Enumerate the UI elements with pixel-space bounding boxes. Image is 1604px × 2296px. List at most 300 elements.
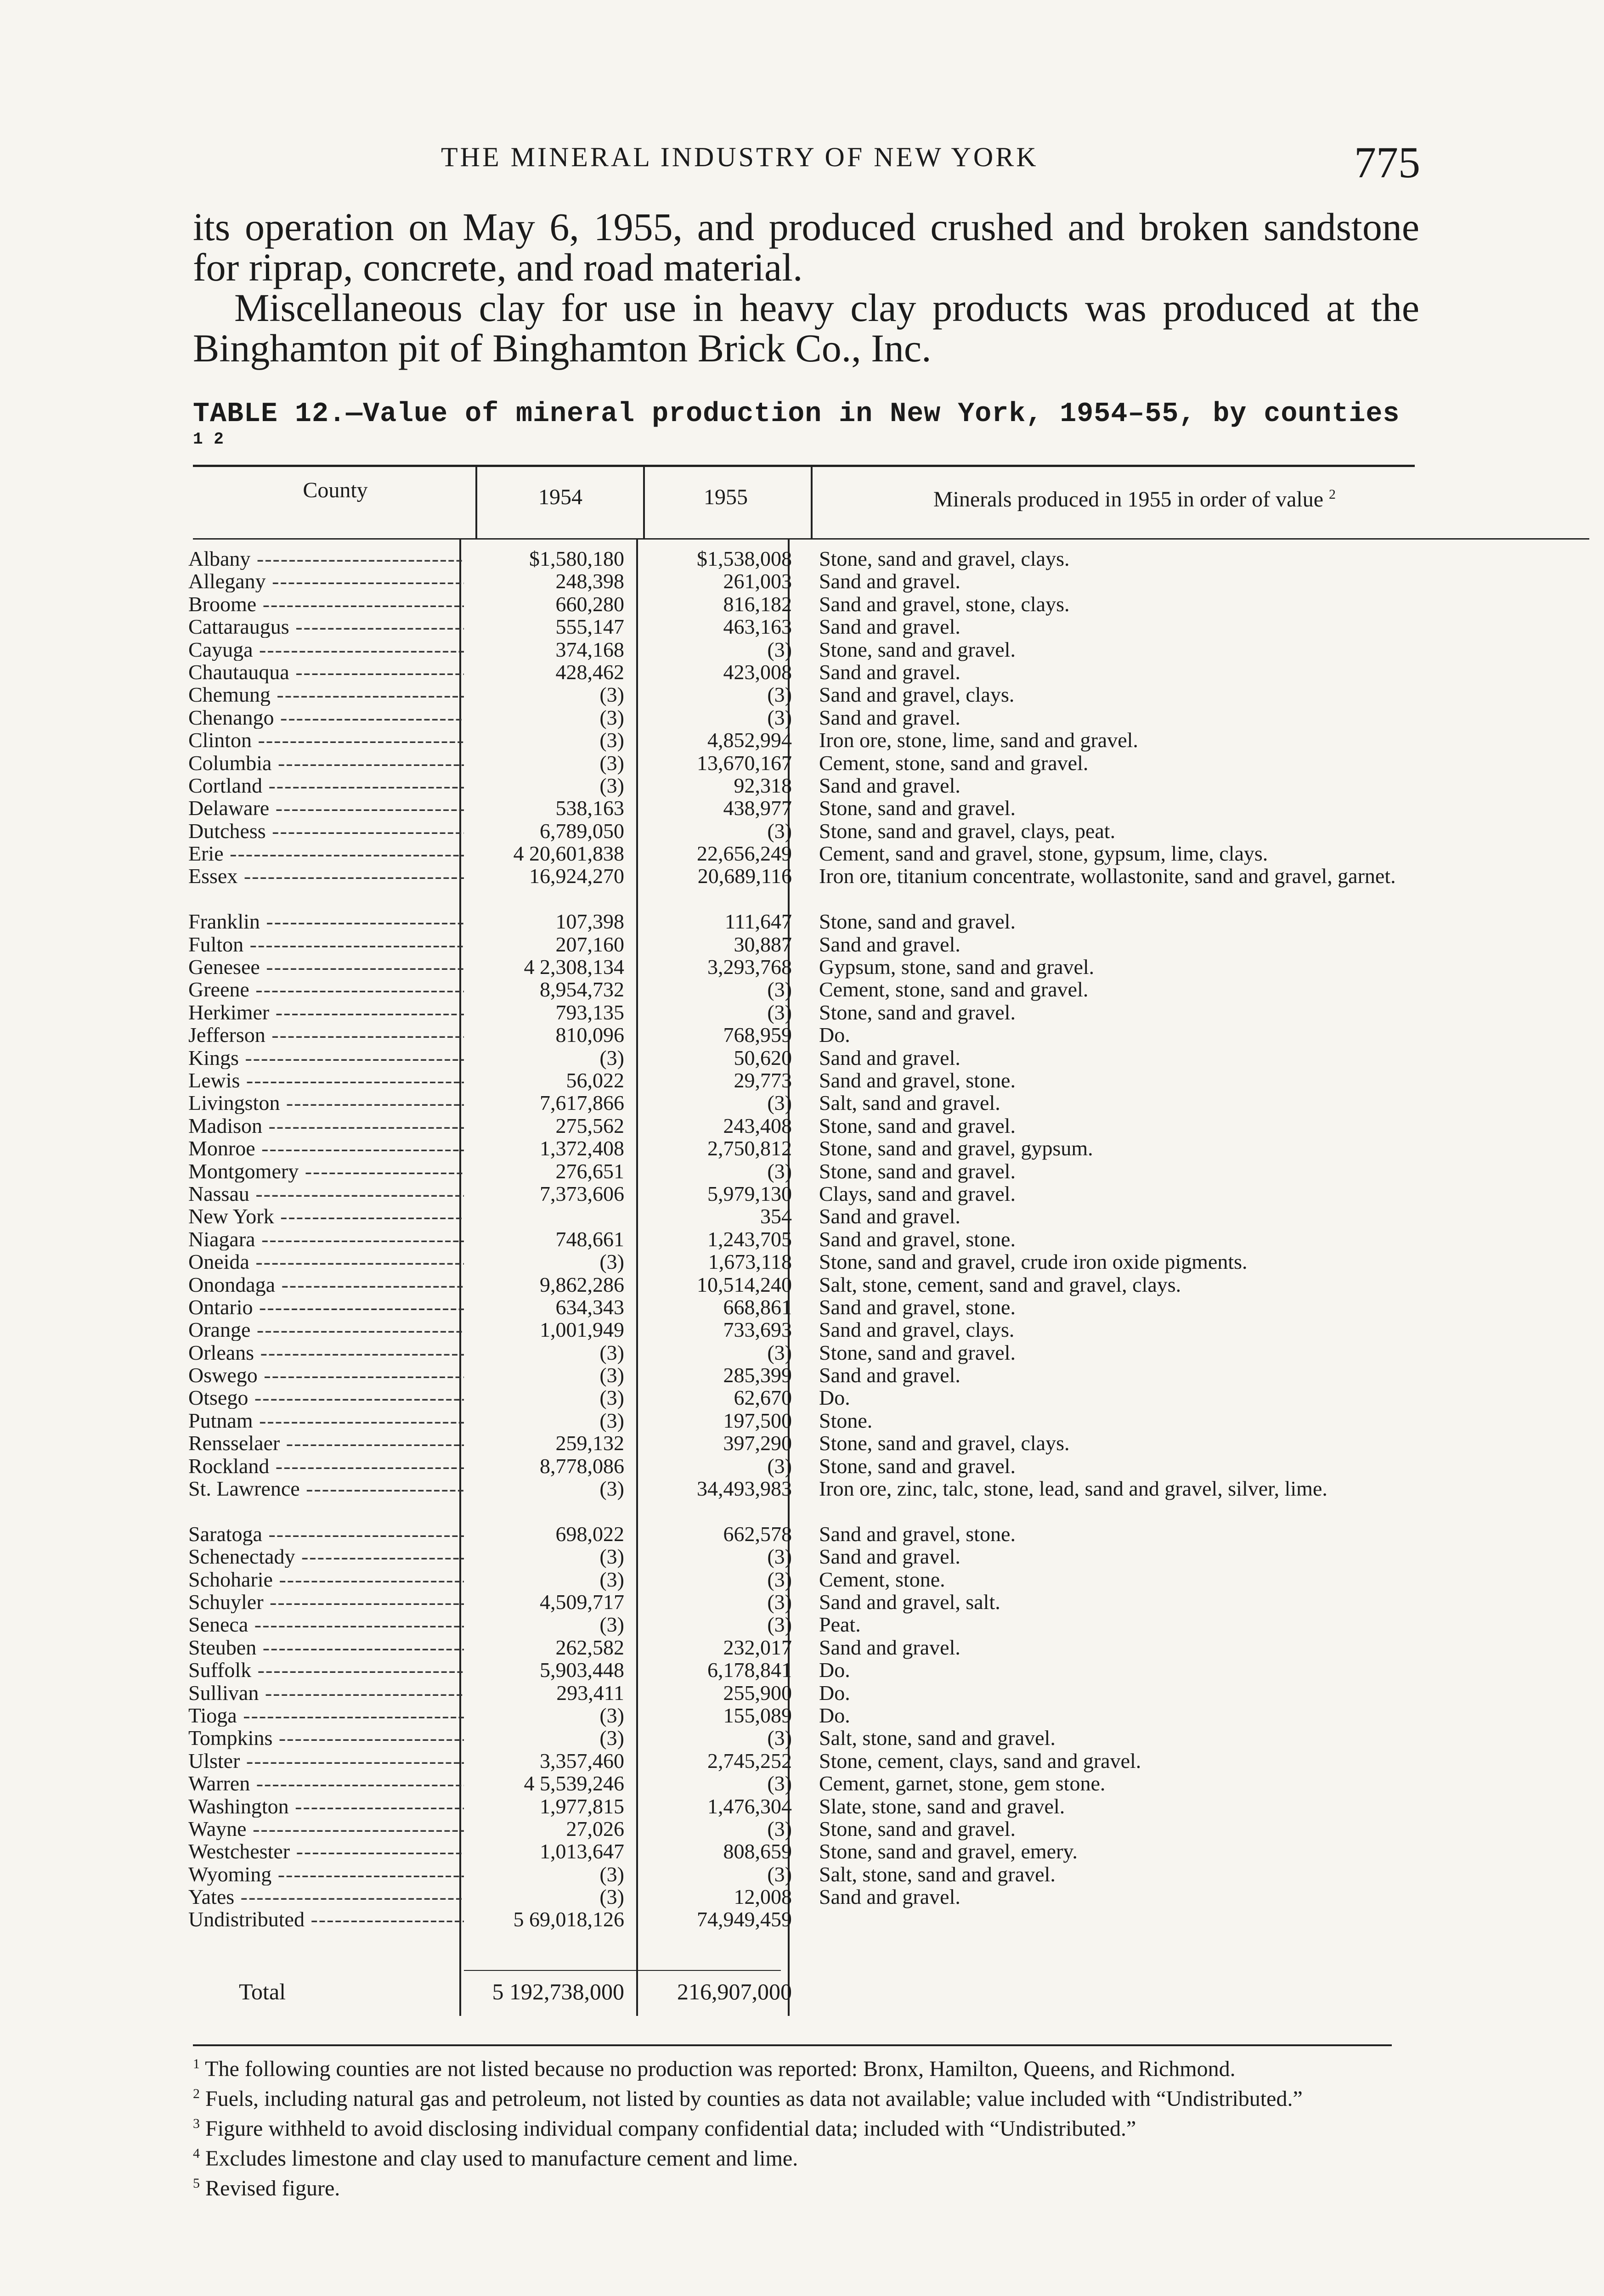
column-divider	[475, 466, 477, 540]
footnotes	[193, 2053, 1392, 2202]
value-1954-cell: (3)	[599, 773, 624, 797]
value-1955-cell: (3)	[767, 1862, 792, 1886]
table-row	[0, 1750, 1604, 1772]
county-cell: Dutchess -----	[188, 820, 464, 842]
minerals-cell: Sand and gravel, clays.	[819, 1318, 1015, 1342]
total-separator	[464, 1970, 781, 1971]
county-cell: Nassau -----	[188, 1182, 464, 1205]
value-1954-cell: 5,903,448	[540, 1658, 624, 1682]
value-1955-cell: (3)	[767, 978, 792, 1002]
table-row	[0, 1477, 1604, 1523]
value-1954-cell: 748,661	[555, 1227, 624, 1251]
county-cell: Saratoga -----	[188, 1523, 464, 1545]
value-1954-cell: 16,924,270	[529, 864, 624, 888]
county-cell: Erie -----	[188, 842, 464, 865]
table-row	[0, 661, 1604, 683]
minerals-cell: Sand and gravel, stone.	[819, 1069, 1016, 1092]
value-1955-cell: 1,673,118	[708, 1250, 792, 1274]
table-row	[0, 1182, 1604, 1205]
value-1954-cell: (3)	[599, 705, 624, 729]
value-1955-cell: 354	[760, 1204, 792, 1228]
footnote-number: 3	[193, 2116, 200, 2131]
value-1955-cell: (3)	[767, 1000, 792, 1024]
value-1954-cell: 698,022	[555, 1522, 624, 1546]
county-cell: Franklin -----	[188, 910, 464, 933]
minerals-cell: Salt, stone, sand and gravel.	[819, 1726, 1056, 1750]
county-cell: Clinton -----	[188, 729, 464, 751]
county-cell: Montgomery -----	[188, 1160, 464, 1182]
footnote	[193, 2112, 1392, 2140]
minerals-cell: Stone, sand and gravel.	[819, 796, 1016, 820]
county-cell: Seneca -----	[188, 1613, 464, 1636]
county-cell: Chemung -----	[188, 683, 464, 706]
value-1954-cell: 275,562	[555, 1114, 624, 1137]
value-1955-cell: (3)	[767, 1545, 792, 1569]
value-1954-cell: 5 69,018,126	[513, 1908, 624, 1931]
county-cell: Jefferson -----	[188, 1024, 464, 1046]
value-1954-cell: (3)	[599, 1885, 624, 1909]
minerals-cell: Stone, sand and gravel, crude iron oxide pigments.	[819, 1250, 1248, 1274]
value-1954-cell: 207,160	[555, 932, 624, 956]
table-row	[0, 1908, 1604, 1930]
county-cell: Monroe -----	[188, 1137, 464, 1159]
minerals-cell: Sand and gravel, clays.	[819, 683, 1015, 707]
minerals-cell: Gypsum, stone, sand and gravel.	[819, 955, 1095, 979]
value-1955-cell: 4,852,994	[707, 728, 792, 752]
minerals-cell: Sand and gravel, stone, clays.	[819, 592, 1070, 616]
value-1954-cell: 1,001,949	[540, 1318, 624, 1342]
table-row	[0, 1591, 1604, 1613]
minerals-cell: Stone, sand and gravel.	[819, 1114, 1016, 1137]
minerals-cell: Sand and gravel.	[819, 1545, 960, 1569]
county-cell: Herkimer -----	[188, 1001, 464, 1024]
county-cell: Wayne -----	[188, 1818, 464, 1840]
value-1954-cell: (3)	[599, 1046, 624, 1069]
minerals-cell: Sand and gravel.	[819, 705, 960, 729]
value-1954-cell: $1,580,180	[529, 547, 624, 570]
value-1955-cell: 816,182	[723, 592, 792, 616]
county-cell: Lewis -----	[188, 1069, 464, 1092]
table-row	[0, 1364, 1604, 1386]
table-row	[0, 1432, 1604, 1454]
minerals-cell: Sand and gravel, stone.	[819, 1522, 1016, 1546]
column-divider	[811, 466, 813, 540]
value-1955-cell: 255,900	[723, 1681, 792, 1705]
column-header-minerals	[845, 487, 1424, 512]
table-row	[0, 1885, 1604, 1908]
county-cell: Tioga -----	[188, 1704, 464, 1727]
table-row	[0, 1160, 1604, 1182]
value-1954-cell: (3)	[599, 1250, 624, 1274]
county-cell: Albany -----	[188, 547, 464, 570]
value-1954-cell: 107,398	[555, 910, 624, 934]
minerals-cell: Sand and gravel.	[819, 1885, 960, 1909]
table-row	[0, 729, 1604, 751]
value-1954-cell: 262,582	[555, 1635, 624, 1659]
minerals-cell: Sand and gravel, salt.	[819, 1590, 1000, 1614]
table-row	[0, 1682, 1604, 1704]
minerals-cell: Stone, sand and gravel, clays.	[819, 547, 1070, 570]
minerals-cell: Do.	[819, 1023, 850, 1047]
minerals-cell: Stone, sand and gravel.	[819, 910, 1016, 934]
table-row	[0, 1840, 1604, 1863]
table-row	[0, 1659, 1604, 1681]
value-1955-cell: 397,290	[723, 1431, 792, 1455]
value-1954-cell: 3,357,460	[540, 1749, 624, 1773]
minerals-cell: Clays, sand and gravel.	[819, 1182, 1016, 1205]
county-cell: Columbia -----	[188, 752, 464, 774]
value-1955-cell: 111,647	[724, 910, 792, 934]
minerals-cell: Sand and gravel.	[819, 660, 960, 684]
value-1955-cell: 5,979,130	[707, 1182, 792, 1205]
county-cell: Greene -----	[188, 978, 464, 1001]
value-1955-cell: (3)	[767, 683, 792, 707]
minerals-cell: Sand and gravel.	[819, 615, 960, 639]
table-row	[0, 1114, 1604, 1137]
table-row	[0, 933, 1604, 956]
county-cell: New York -----	[188, 1205, 464, 1227]
county-cell: Ulster -----	[188, 1750, 464, 1772]
county-cell: Oswego -----	[188, 1364, 464, 1386]
column-header-1954: 1954	[538, 485, 582, 509]
county-cell: Delaware -----	[188, 797, 464, 819]
footnote	[193, 2142, 1392, 2170]
county-cell: Warren -----	[188, 1772, 464, 1795]
table-body	[0, 547, 1604, 1931]
value-1954-cell: 1,372,408	[540, 1137, 624, 1160]
value-1955-cell: 30,887	[734, 932, 792, 956]
value-1955-cell: (3)	[767, 705, 792, 729]
table-row	[0, 1523, 1604, 1545]
minerals-cell: Cement, stone, sand and gravel.	[819, 751, 1089, 775]
table-row	[0, 1613, 1604, 1636]
value-1955-cell: 22,656,249	[697, 842, 792, 866]
value-1954-cell: 1,977,815	[540, 1794, 624, 1818]
value-1954-cell: 6,789,050	[540, 819, 624, 843]
table-row	[0, 1001, 1604, 1024]
value-1954-cell: 1,013,647	[540, 1840, 624, 1863]
table-row	[0, 1545, 1604, 1568]
county-cell: Orleans -----	[188, 1341, 464, 1364]
column-header-1955: 1955	[704, 485, 748, 509]
table-row	[0, 842, 1604, 865]
county-cell: Washington -----	[188, 1795, 464, 1818]
footnote-ref: 1 2	[193, 430, 224, 449]
value-1954-cell: 374,168	[555, 637, 624, 661]
page-header	[0, 137, 1604, 192]
table-row	[0, 570, 1604, 592]
minerals-cell: Stone, sand and gravel.	[819, 1454, 1016, 1478]
value-1955-cell: (3)	[767, 1726, 792, 1750]
minerals-cell: Stone, sand and gravel.	[819, 1340, 1016, 1364]
value-1954-cell: (3)	[599, 1726, 624, 1750]
minerals-cell: Sand and gravel.	[819, 569, 960, 593]
county-cell: Niagara -----	[188, 1228, 464, 1250]
county-cell: Onondaga -----	[188, 1273, 464, 1296]
table-bottom-rule	[193, 2044, 1392, 2046]
value-1955-cell: 92,318	[734, 773, 792, 797]
county-cell: Kings -----	[188, 1047, 464, 1069]
minerals-cell: Stone, sand and gravel, gypsum.	[819, 1137, 1093, 1160]
column-divider	[643, 466, 645, 540]
value-1955-cell: 155,089	[723, 1703, 792, 1727]
value-1955-cell: (3)	[767, 1817, 792, 1840]
value-1954-cell: 7,617,866	[540, 1091, 624, 1115]
value-1954-cell: 8,954,732	[540, 978, 624, 1002]
minerals-cell: Iron ore, zinc, talc, stone, lead, sand and gravel, silver, lime.	[819, 1477, 1327, 1501]
footnote-text: Revised figure.	[205, 2176, 340, 2200]
table-row	[0, 1205, 1604, 1227]
minerals-cell: Iron ore, titanium concentrate, wollastonite, sand and gravel, garnet.	[819, 864, 1396, 888]
minerals-cell: Sand and gravel, stone.	[819, 1227, 1016, 1251]
value-1955-cell: (3)	[767, 1159, 792, 1183]
minerals-cell: Do.	[819, 1703, 850, 1727]
value-1954-cell: 538,163	[555, 796, 624, 820]
value-1955-cell: 768,959	[723, 1023, 792, 1047]
value-1955-cell: 50,620	[734, 1046, 792, 1069]
value-1955-cell: 285,399	[723, 1363, 792, 1387]
table-row	[0, 615, 1604, 638]
table-row	[0, 1069, 1604, 1092]
value-1955-cell: 463,163	[723, 615, 792, 639]
footnote-number: 4	[193, 2146, 200, 2161]
total-1954: 5 192,738,000	[492, 1979, 624, 2004]
minerals-cell: Sand and gravel.	[819, 932, 960, 956]
county-cell: Oneida -----	[188, 1250, 464, 1273]
value-1954-cell: (3)	[599, 1363, 624, 1387]
table-row	[0, 1024, 1604, 1046]
value-1955-cell: 808,659	[723, 1840, 792, 1863]
table-row	[0, 1341, 1604, 1364]
county-cell: Cayuga -----	[188, 638, 464, 661]
table-row	[0, 1409, 1604, 1432]
table-row	[0, 1455, 1604, 1477]
county-cell: Cortland -----	[188, 774, 464, 797]
county-cell: Tompkins -----	[188, 1727, 464, 1749]
value-1955-cell: 232,017	[723, 1635, 792, 1659]
table-row	[0, 1318, 1604, 1341]
county-cell: Livingston -----	[188, 1092, 464, 1114]
table-row	[0, 910, 1604, 933]
county-cell: Schoharie -----	[188, 1568, 464, 1591]
minerals-cell: Do.	[819, 1681, 850, 1705]
value-1955-cell: $1,538,008	[697, 547, 792, 570]
value-1954-cell: 4 5,539,246	[524, 1772, 624, 1795]
value-1955-cell: 6,178,841	[707, 1658, 792, 1682]
minerals-cell: Peat.	[819, 1613, 861, 1637]
table-row	[0, 1818, 1604, 1840]
minerals-cell: Stone, sand and gravel, emery.	[819, 1840, 1078, 1863]
county-cell: Westchester -----	[188, 1840, 464, 1863]
county-cell: Wyoming -----	[188, 1863, 464, 1885]
value-1954-cell: 4,509,717	[540, 1590, 624, 1614]
value-1954-cell: 56,022	[566, 1069, 624, 1092]
county-cell: St. Lawrence -----	[188, 1477, 464, 1500]
county-cell: Putnam -----	[188, 1409, 464, 1432]
table-row	[0, 593, 1604, 615]
value-1954-cell: 810,096	[555, 1023, 624, 1047]
value-1955-cell: (3)	[767, 1340, 792, 1364]
value-1955-cell: 34,493,983	[697, 1477, 792, 1501]
value-1955-cell: 243,408	[723, 1114, 792, 1137]
body-text	[193, 207, 1419, 368]
minerals-cell: Salt, stone, cement, sand and gravel, clays.	[819, 1272, 1181, 1296]
table-row	[0, 1863, 1604, 1885]
value-1955-cell: (3)	[767, 1613, 792, 1637]
county-cell: Ontario -----	[188, 1296, 464, 1318]
running-title: THE MINERAL INDUSTRY OF NEW YORK	[441, 142, 1039, 172]
table-row	[0, 1636, 1604, 1659]
minerals-cell: Sand and gravel.	[819, 773, 960, 797]
table-row	[0, 683, 1604, 706]
county-cell: Chautauqua -----	[188, 661, 464, 683]
county-cell: Broome -----	[188, 593, 464, 615]
value-1954-cell: 428,462	[555, 660, 624, 684]
county-cell: Chenango -----	[188, 706, 464, 729]
value-1955-cell: 733,693	[723, 1318, 792, 1342]
value-1954-cell: 276,651	[555, 1159, 624, 1183]
table-row	[0, 1047, 1604, 1069]
value-1954-cell: (3)	[599, 1408, 624, 1432]
value-1955-cell: 2,750,812	[707, 1137, 792, 1160]
value-1954-cell: 7,373,606	[540, 1182, 624, 1205]
county-cell: Rockland -----	[188, 1455, 464, 1477]
table-top-rule	[193, 465, 1415, 467]
column-header-minerals-text: Minerals produced in 1955 in order of value	[933, 487, 1324, 512]
minerals-cell: Cement, stone, sand and gravel.	[819, 978, 1089, 1002]
footnote-text: Excludes limestone and clay used to manufacture cement and lime.	[205, 2146, 798, 2171]
table-row	[0, 752, 1604, 774]
footnote-text: The following counties are not listed because no production was reported: Bronx, Hamilton, Queens, and Richmond.	[205, 2057, 1236, 2081]
value-1955-cell: 74,949,459	[697, 1908, 792, 1931]
table-title-text: TABLE 12.—Value of mineral production in New York, 1954–55, by counties	[193, 399, 1400, 430]
value-1955-cell: 20,689,116	[697, 864, 792, 888]
value-1955-cell: (3)	[767, 1772, 792, 1795]
table-row	[0, 1228, 1604, 1250]
value-1955-cell: 423,008	[723, 660, 792, 684]
paragraph: its operation on May 6, 1955, and produced crushed and broken sandstone for riprap, concrete, and road material.	[193, 205, 1419, 289]
page-number: 775	[1354, 138, 1420, 187]
value-1954-cell: (3)	[599, 728, 624, 752]
minerals-cell: Do.	[819, 1386, 850, 1410]
county-cell: Suffolk -----	[188, 1659, 464, 1681]
table-row	[0, 797, 1604, 819]
county-cell: Allegany -----	[188, 570, 464, 592]
minerals-cell: Stone, sand and gravel, clays, peat.	[819, 819, 1116, 843]
value-1955-cell: 668,861	[723, 1295, 792, 1319]
value-1955-cell: 438,977	[723, 796, 792, 820]
minerals-cell: Cement, garnet, stone, gem stone.	[819, 1772, 1106, 1795]
minerals-cell: Sand and gravel, stone.	[819, 1295, 1016, 1319]
value-1955-cell: 12,008	[734, 1885, 792, 1909]
value-1954-cell: (3)	[599, 1703, 624, 1727]
table-title	[193, 399, 1419, 462]
value-1954-cell: (3)	[599, 1613, 624, 1637]
table-row	[0, 638, 1604, 661]
header-bottom-rule	[193, 538, 1589, 540]
county-cell: Yates -----	[188, 1885, 464, 1908]
value-1954-cell: 9,862,286	[540, 1272, 624, 1296]
value-1954-cell: (3)	[599, 1477, 624, 1501]
value-1954-cell: 8,778,086	[540, 1454, 624, 1478]
table-row	[0, 978, 1604, 1001]
minerals-cell: Stone, cement, clays, sand and gravel.	[819, 1749, 1141, 1773]
minerals-cell: Cement, sand and gravel, stone, gypsum, lime, clays.	[819, 842, 1268, 866]
county-cell: Madison -----	[188, 1114, 464, 1137]
value-1954-cell: (3)	[599, 1862, 624, 1886]
table-row	[0, 774, 1604, 797]
value-1955-cell: 261,003	[723, 569, 792, 593]
value-1955-cell: 1,476,304	[707, 1794, 792, 1818]
total-1955: 216,907,000	[677, 1979, 792, 2004]
minerals-cell: Stone, sand and gravel.	[819, 637, 1016, 661]
county-cell: Schenectady -----	[188, 1545, 464, 1568]
value-1955-cell: (3)	[767, 819, 792, 843]
value-1955-cell: (3)	[767, 1454, 792, 1478]
value-1954-cell: 259,132	[555, 1431, 624, 1455]
value-1955-cell: 29,773	[734, 1069, 792, 1092]
value-1955-cell: (3)	[767, 637, 792, 661]
value-1954-cell: 4 20,601,838	[513, 842, 624, 866]
county-cell: Otsego -----	[188, 1386, 464, 1409]
footnote-number: 1	[193, 2056, 200, 2071]
county-cell: Genesee -----	[188, 956, 464, 978]
column-header-county: County	[303, 478, 368, 502]
footnote-number: 2	[193, 2086, 200, 2101]
value-1954-cell: (3)	[599, 1545, 624, 1569]
table-row	[0, 865, 1604, 910]
value-1955-cell: 2,745,252	[707, 1749, 792, 1773]
county-cell: Sullivan -----	[188, 1682, 464, 1704]
value-1954-cell: 793,135	[555, 1000, 624, 1024]
value-1955-cell: (3)	[767, 1590, 792, 1614]
paragraph: Miscellaneous clay for use in heavy clay products was produced at the Binghamton pit of Binghamton Brick Co., Inc.	[193, 286, 1419, 370]
minerals-cell: Sand and gravel.	[819, 1635, 960, 1659]
value-1954-cell: (3)	[599, 683, 624, 707]
value-1954-cell: 293,411	[556, 1681, 624, 1705]
table-row	[0, 1795, 1604, 1818]
minerals-cell: Stone.	[819, 1408, 873, 1432]
table-row	[0, 1772, 1604, 1795]
footnote	[193, 2082, 1392, 2110]
value-1954-cell: 660,280	[555, 592, 624, 616]
value-1954-cell: 27,026	[566, 1817, 624, 1840]
value-1955-cell: 3,293,768	[707, 955, 792, 979]
minerals-cell: Sand and gravel.	[819, 1363, 960, 1387]
minerals-cell: Stone, sand and gravel.	[819, 1000, 1016, 1024]
table-row	[0, 1296, 1604, 1318]
value-1955-cell: 62,670	[734, 1386, 792, 1410]
minerals-cell: Salt, sand and gravel.	[819, 1091, 1000, 1115]
county-cell: Undistributed -----	[188, 1908, 464, 1930]
table-row	[0, 1386, 1604, 1409]
value-1955-cell: (3)	[767, 1567, 792, 1591]
value-1954-cell: 4 2,308,134	[524, 955, 624, 979]
minerals-cell: Iron ore, stone, lime, sand and gravel.	[819, 728, 1138, 752]
total-label: Total	[239, 1979, 286, 2004]
footnote	[193, 2053, 1392, 2081]
value-1954-cell: (3)	[599, 751, 624, 775]
table-row	[0, 820, 1604, 842]
minerals-cell: Do.	[819, 1658, 850, 1682]
table-row	[0, 1137, 1604, 1159]
table-row	[0, 547, 1604, 570]
county-cell: Rensselaer -----	[188, 1432, 464, 1454]
county-cell: Orange -----	[188, 1318, 464, 1341]
table-row	[0, 1568, 1604, 1591]
value-1955-cell: 662,578	[723, 1522, 792, 1546]
county-cell: Essex -----	[188, 865, 464, 887]
